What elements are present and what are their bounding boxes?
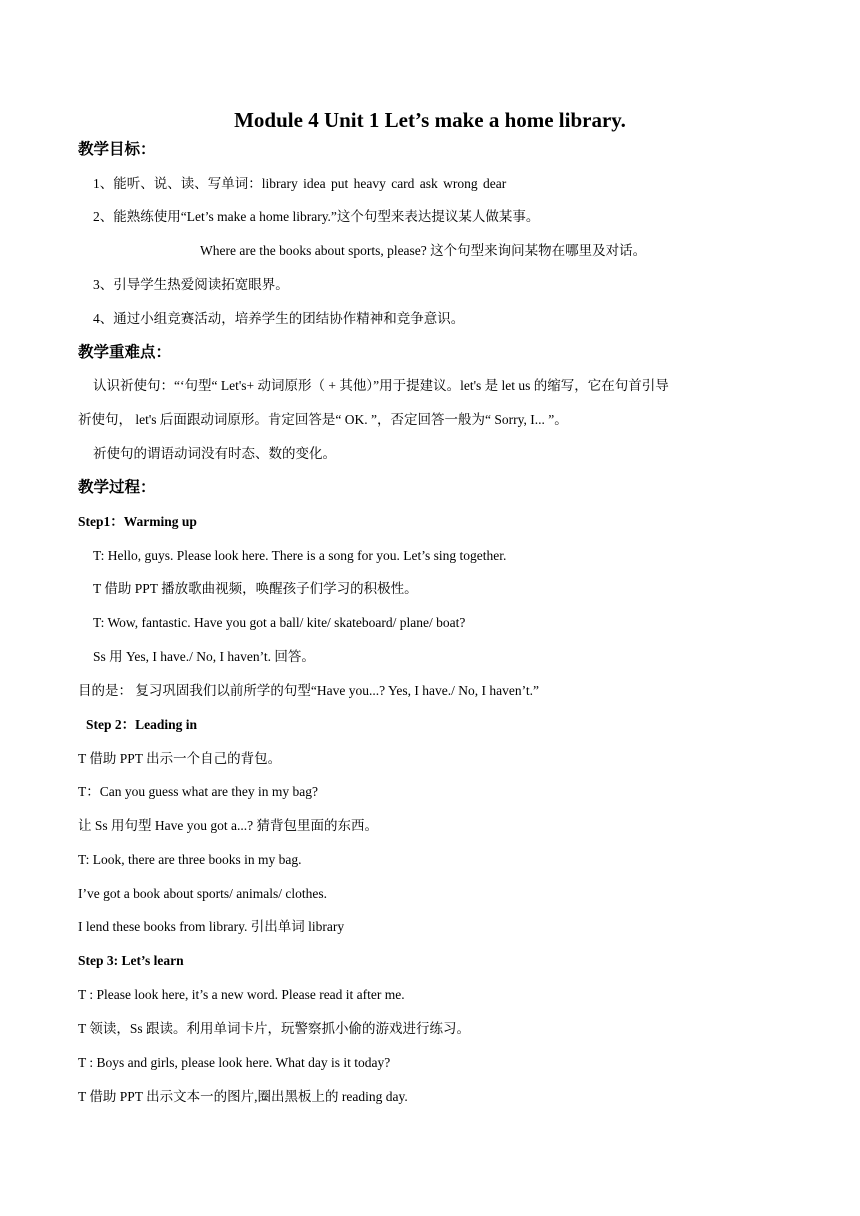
key-points-line: 认识祈使句：“‘句型“ Let's+ 动词原形（ + 其他）”用于提建议。let's 是 let us 的缩写，它在句首引导 [93,378,669,393]
process-line: I’ve got a book about sports/ animals/ clothes. [78,886,327,901]
process-heading: 教学过程： [78,479,156,496]
key-points-heading: 教学重难点： [78,344,172,361]
process-line: T 领读，Ss 跟读。利用单词卡片，玩警察抓小偷的游戏进行练习。 [78,1021,471,1036]
process-line: T：Can you guess what are they in my bag? [78,784,318,799]
process-line: T: Look, there are three books in my bag. [78,852,302,867]
process-line: T : Please look here, it’s a new word. Please read it after me. [78,987,405,1002]
process-line: 目的是： 复习巩固我们以前所学的句型“Have you...? Yes, I have./ No, I haven’t.” [78,683,539,698]
objective-item: Where are the books about sports, please? 这个句型来询问某物在哪里及对话。 [200,243,647,258]
process-line: T 借助 PPT 出示文本一的图片,圈出黑板上的 reading day. [78,1089,408,1104]
objectives-heading: 教学目标： [78,141,156,158]
step-heading: Step 3: Let’s learn [78,953,184,968]
process-line: T: Hello, guys. Please look here. There is a song for you. Let’s sing together. [93,548,507,563]
step-heading: Step1：Warming up [78,514,197,529]
key-points-line: 祈使句的谓语动词没有时态、数的变化。 [93,446,336,461]
process-line: T 借助 PPT 出示一个自己的背包。 [78,751,282,766]
step-heading: Step 2：Leading in [86,717,198,732]
process-line: Ss 用 Yes, I have./ No, I haven’t. 回答。 [93,649,315,664]
process-line: T: Wow, fantastic. Have you got a ball/ kite/ skateboard/ plane/ boat? [93,615,466,630]
process-line: 让 Ss 用句型 Have you got a...? 猜背包里面的东西。 [78,818,378,833]
process-line: T : Boys and girls, please look here. What day is it today? [78,1055,391,1070]
objective-item: 1、能听、说、读、写单词：library idea put heavy card ask wrong dear [93,176,507,191]
objective-item: 2、能熟练使用“Let’s make a home library.”这个句型来表达提议某人做某事。 [93,209,540,224]
objective-item: 3、引导学生热爱阅读拓宽眼界。 [93,277,289,292]
key-points-line: 祈使句， let's 后面跟动词原形。肯定回答是“ OK. ”，否定回答一般为“ Sorry, I... ”。 [78,412,568,427]
document-title: Module 4 Unit 1 Let’s make a home library. [234,108,626,132]
process-line: I lend these books from library. 引出单词 library [78,919,345,934]
objective-item: 4、通过小组竞赛活动，培养学生的团结协作精神和竞争意识。 [93,311,465,326]
process-line: T 借助 PPT 播放歌曲视频，唤醒孩子们学习的积极性。 [93,581,418,596]
